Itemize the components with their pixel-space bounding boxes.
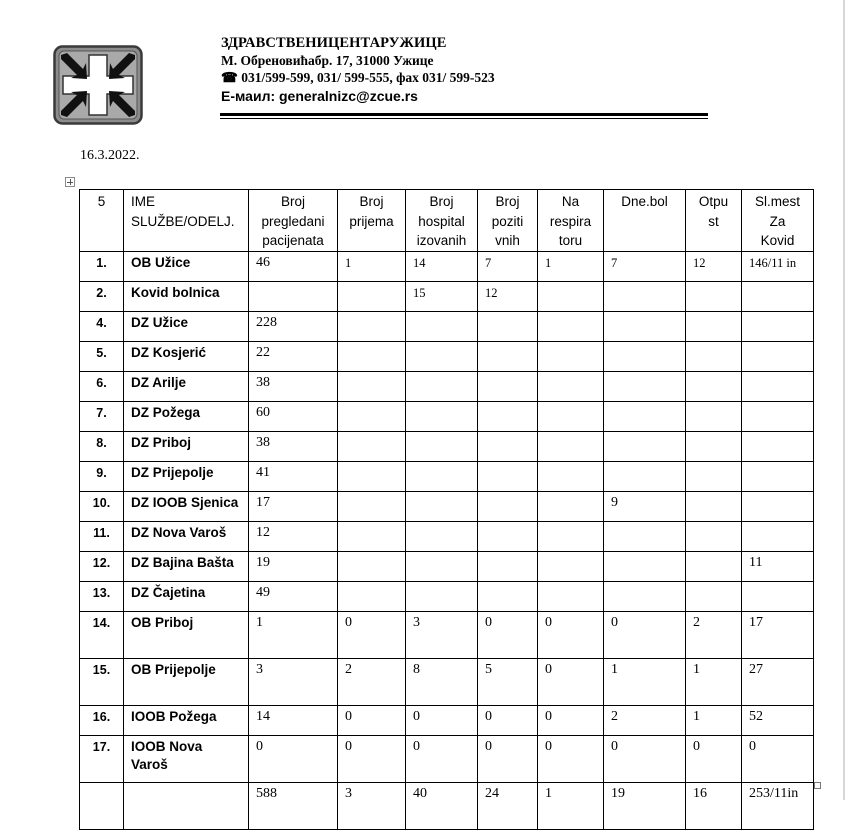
- department-name-cell[interactable]: DZ Požega: [124, 401, 249, 431]
- value-cell[interactable]: [686, 461, 742, 491]
- value-cell[interactable]: 1: [686, 705, 742, 735]
- department-name-cell[interactable]: DZ Arilje: [124, 371, 249, 401]
- row-number-cell[interactable]: 11.: [80, 521, 124, 551]
- row-number-cell[interactable]: 4.: [80, 311, 124, 341]
- table-row: [80, 611, 814, 658]
- table-row: [80, 341, 814, 371]
- department-name-cell[interactable]: DZ Priboj: [124, 431, 249, 461]
- value-cell[interactable]: [538, 401, 604, 431]
- value-cell[interactable]: 46: [249, 251, 338, 281]
- value-cell[interactable]: [742, 581, 814, 611]
- value-cell[interactable]: 1: [338, 251, 406, 281]
- department-name-cell[interactable]: OB Užice: [124, 251, 249, 281]
- column-header[interactable]: IME SLUŽBE/ODELJ.: [124, 190, 249, 252]
- value-cell[interactable]: [478, 491, 538, 521]
- value-cell[interactable]: [478, 371, 538, 401]
- value-cell[interactable]: [742, 491, 814, 521]
- value-cell[interactable]: 0: [604, 735, 686, 782]
- header-rule-thin: [220, 118, 708, 119]
- value-cell[interactable]: [338, 431, 406, 461]
- row-number-cell[interactable]: 1.: [80, 251, 124, 281]
- value-cell[interactable]: [338, 491, 406, 521]
- value-cell[interactable]: [742, 341, 814, 371]
- value-cell[interactable]: 0: [742, 735, 814, 782]
- value-cell[interactable]: [538, 521, 604, 551]
- value-cell[interactable]: 1: [538, 782, 604, 829]
- value-cell[interactable]: 3: [338, 782, 406, 829]
- row-number-cell[interactable]: 9.: [80, 461, 124, 491]
- value-cell[interactable]: [742, 521, 814, 551]
- department-name-cell[interactable]: DZ Nova Varoš: [124, 521, 249, 551]
- institution-name: ЗДРАВСТВЕНИЦЕНТАРУЖИЦЕ: [221, 35, 447, 51]
- value-cell[interactable]: 14: [406, 251, 478, 281]
- column-header[interactable]: 5: [80, 190, 124, 252]
- value-cell[interactable]: [686, 521, 742, 551]
- value-cell[interactable]: 0: [249, 735, 338, 782]
- value-cell[interactable]: [604, 581, 686, 611]
- value-cell[interactable]: [538, 581, 604, 611]
- value-cell[interactable]: [406, 521, 478, 551]
- value-cell[interactable]: 8: [406, 658, 478, 705]
- department-name-cell[interactable]: IOOB Nova Varoš: [124, 735, 249, 782]
- row-number-cell[interactable]: 6.: [80, 371, 124, 401]
- department-name-cell[interactable]: DZ Užice: [124, 311, 249, 341]
- value-cell[interactable]: 1: [538, 251, 604, 281]
- value-cell[interactable]: [604, 401, 686, 431]
- value-cell[interactable]: [478, 311, 538, 341]
- value-cell[interactable]: [538, 371, 604, 401]
- value-cell[interactable]: 2: [686, 611, 742, 658]
- row-number-cell[interactable]: 8.: [80, 431, 124, 461]
- value-cell[interactable]: [742, 431, 814, 461]
- value-cell[interactable]: [478, 581, 538, 611]
- value-cell[interactable]: [604, 371, 686, 401]
- value-cell[interactable]: 27: [742, 658, 814, 705]
- value-cell[interactable]: [406, 431, 478, 461]
- value-cell[interactable]: [538, 551, 604, 581]
- value-cell[interactable]: [604, 521, 686, 551]
- value-cell[interactable]: 52: [742, 705, 814, 735]
- value-cell[interactable]: 14: [249, 705, 338, 735]
- row-number-cell[interactable]: 12.: [80, 551, 124, 581]
- value-cell[interactable]: [604, 341, 686, 371]
- value-cell[interactable]: [686, 581, 742, 611]
- value-cell[interactable]: [338, 311, 406, 341]
- value-cell[interactable]: [538, 311, 604, 341]
- value-cell[interactable]: 0: [538, 611, 604, 658]
- row-number-cell[interactable]: 17.: [80, 735, 124, 782]
- column-header[interactable]: Otpu st: [686, 190, 742, 252]
- phone-line: [221, 69, 495, 86]
- table-row: [80, 491, 814, 521]
- value-cell[interactable]: 3: [249, 658, 338, 705]
- value-cell[interactable]: 0: [478, 735, 538, 782]
- value-cell[interactable]: 60: [249, 401, 338, 431]
- department-name-cell[interactable]: DZ Prijepolje: [124, 461, 249, 491]
- value-cell[interactable]: [686, 401, 742, 431]
- table-row: [80, 371, 814, 401]
- row-number-cell[interactable]: 16.: [80, 705, 124, 735]
- table-row: [80, 551, 814, 581]
- value-cell[interactable]: [406, 401, 478, 431]
- email-line: Е-маил: generalnizc@zcue.rs: [221, 88, 418, 104]
- department-name-cell[interactable]: DZ Kosjerić: [124, 341, 249, 371]
- row-number-cell[interactable]: 7.: [80, 401, 124, 431]
- value-cell[interactable]: [406, 461, 478, 491]
- value-cell[interactable]: 15: [406, 281, 478, 311]
- value-cell[interactable]: [604, 551, 686, 581]
- table-row: [80, 311, 814, 341]
- column-header[interactable]: Broj pregledani pacijenata: [249, 190, 338, 252]
- department-name-cell[interactable]: OB Priboj: [124, 611, 249, 658]
- value-cell[interactable]: [538, 341, 604, 371]
- phone-numbers: 031/599-599, 031/ 599-555, фах 031/ 599-523: [241, 70, 495, 85]
- value-cell[interactable]: 40: [406, 782, 478, 829]
- value-cell[interactable]: 12: [686, 251, 742, 281]
- department-name-cell[interactable]: DZ Bajina Bašta: [124, 551, 249, 581]
- department-name-cell[interactable]: DZ Čajetina: [124, 581, 249, 611]
- value-cell[interactable]: 3: [406, 611, 478, 658]
- value-cell[interactable]: [686, 431, 742, 461]
- value-cell[interactable]: [478, 431, 538, 461]
- value-cell[interactable]: 38: [249, 371, 338, 401]
- value-cell[interactable]: 253/11in: [742, 782, 814, 829]
- value-cell[interactable]: 0: [538, 735, 604, 782]
- value-cell[interactable]: [338, 551, 406, 581]
- value-cell[interactable]: 0: [686, 735, 742, 782]
- value-cell[interactable]: 0: [338, 611, 406, 658]
- row-number-cell[interactable]: 15.: [80, 658, 124, 705]
- table-row: [80, 735, 814, 782]
- table-row: [80, 401, 814, 431]
- value-cell[interactable]: 0: [406, 735, 478, 782]
- column-header[interactable]: Broj poziti vnih: [478, 190, 538, 252]
- value-cell[interactable]: [249, 281, 338, 311]
- header-rule-thick: [220, 113, 708, 116]
- value-cell[interactable]: [686, 341, 742, 371]
- table-row: [80, 521, 814, 551]
- address: М. Обреновићабр. 17, 31000 Ужице: [221, 53, 434, 68]
- report-table: [79, 189, 814, 830]
- value-cell[interactable]: 12: [478, 281, 538, 311]
- value-cell[interactable]: 0: [538, 658, 604, 705]
- row-number-cell[interactable]: 2.: [80, 281, 124, 311]
- value-cell[interactable]: 11: [742, 551, 814, 581]
- value-cell[interactable]: [406, 551, 478, 581]
- value-cell[interactable]: [742, 281, 814, 311]
- value-cell[interactable]: [538, 431, 604, 461]
- department-name-cell[interactable]: [124, 782, 249, 829]
- value-cell[interactable]: 17: [249, 491, 338, 521]
- value-cell[interactable]: 0: [338, 735, 406, 782]
- letterhead: [221, 34, 495, 105]
- value-cell[interactable]: 19: [604, 782, 686, 829]
- value-cell[interactable]: [538, 491, 604, 521]
- value-cell[interactable]: 0: [604, 611, 686, 658]
- value-cell[interactable]: [406, 311, 478, 341]
- value-cell[interactable]: 0: [478, 705, 538, 735]
- value-cell[interactable]: [478, 551, 538, 581]
- department-name-cell[interactable]: DZ IOOB Sjenica: [124, 491, 249, 521]
- value-cell[interactable]: 2: [604, 705, 686, 735]
- value-cell[interactable]: [538, 281, 604, 311]
- value-cell[interactable]: [478, 521, 538, 551]
- value-cell[interactable]: [338, 341, 406, 371]
- value-cell[interactable]: [338, 461, 406, 491]
- value-cell[interactable]: [478, 461, 538, 491]
- value-cell[interactable]: 41: [249, 461, 338, 491]
- value-cell[interactable]: [604, 311, 686, 341]
- value-cell[interactable]: [406, 341, 478, 371]
- row-number-cell[interactable]: 5.: [80, 341, 124, 371]
- column-header[interactable]: Dne.bol: [604, 190, 686, 252]
- value-cell[interactable]: [338, 371, 406, 401]
- value-cell[interactable]: [338, 281, 406, 311]
- value-cell[interactable]: [406, 581, 478, 611]
- value-cell[interactable]: 1: [686, 658, 742, 705]
- value-cell[interactable]: 49: [249, 581, 338, 611]
- value-cell[interactable]: 228: [249, 311, 338, 341]
- row-number-cell[interactable]: 14.: [80, 611, 124, 658]
- column-header[interactable]: Broj prijema: [338, 190, 406, 252]
- value-cell[interactable]: 17: [742, 611, 814, 658]
- row-number-cell[interactable]: 10.: [80, 491, 124, 521]
- report-date: 16.3.2022.: [80, 148, 140, 163]
- value-cell[interactable]: [338, 581, 406, 611]
- column-header[interactable]: Broj hospital izovanih: [406, 190, 478, 252]
- value-cell[interactable]: [686, 551, 742, 581]
- row-number-cell[interactable]: 13.: [80, 581, 124, 611]
- value-cell[interactable]: [478, 401, 538, 431]
- value-cell[interactable]: [686, 491, 742, 521]
- table-row: [80, 431, 814, 461]
- value-cell[interactable]: [742, 371, 814, 401]
- value-cell[interactable]: 1: [604, 658, 686, 705]
- value-cell[interactable]: 7: [604, 251, 686, 281]
- value-cell[interactable]: 7: [478, 251, 538, 281]
- value-cell[interactable]: 0: [406, 705, 478, 735]
- value-cell[interactable]: 0: [538, 705, 604, 735]
- value-cell[interactable]: [742, 401, 814, 431]
- value-cell[interactable]: [406, 491, 478, 521]
- value-cell[interactable]: 146/11 in: [742, 251, 814, 281]
- value-cell[interactable]: 12: [249, 521, 338, 551]
- table-row: [80, 281, 814, 311]
- value-cell[interactable]: [338, 521, 406, 551]
- table-row: [80, 658, 814, 705]
- value-cell[interactable]: 5: [478, 658, 538, 705]
- value-cell[interactable]: 0: [478, 611, 538, 658]
- table-resize-handle[interactable]: [814, 782, 821, 789]
- value-cell[interactable]: 19: [249, 551, 338, 581]
- column-header[interactable]: Sl.mest Za Kovid: [742, 190, 814, 252]
- value-cell[interactable]: [604, 461, 686, 491]
- value-cell[interactable]: 1: [249, 611, 338, 658]
- column-header[interactable]: Na respira toru: [538, 190, 604, 252]
- value-cell[interactable]: 24: [478, 782, 538, 829]
- value-cell[interactable]: 16: [686, 782, 742, 829]
- table-row: [80, 461, 814, 491]
- value-cell[interactable]: 2: [338, 658, 406, 705]
- department-name-cell[interactable]: IOOB Požega: [124, 705, 249, 735]
- value-cell[interactable]: 588: [249, 782, 338, 829]
- table-header-row: [80, 190, 814, 252]
- value-cell[interactable]: [742, 461, 814, 491]
- value-cell[interactable]: 0: [338, 705, 406, 735]
- value-cell[interactable]: [538, 461, 604, 491]
- value-cell[interactable]: [338, 401, 406, 431]
- value-cell[interactable]: 9: [604, 491, 686, 521]
- telephone-icon: ☎: [221, 70, 238, 85]
- value-cell[interactable]: [604, 431, 686, 461]
- department-name-cell[interactable]: Kovid bolnica: [124, 281, 249, 311]
- value-cell[interactable]: [686, 371, 742, 401]
- table-row: [80, 251, 814, 281]
- department-name-cell[interactable]: OB Prijepolje: [124, 658, 249, 705]
- value-cell[interactable]: [742, 311, 814, 341]
- table-row: [80, 705, 814, 735]
- table-move-handle-icon[interactable]: [65, 177, 75, 187]
- value-cell[interactable]: 22: [249, 341, 338, 371]
- value-cell[interactable]: [686, 311, 742, 341]
- value-cell[interactable]: [604, 281, 686, 311]
- row-number-cell[interactable]: [80, 782, 124, 829]
- value-cell[interactable]: [478, 341, 538, 371]
- table-row: [80, 581, 814, 611]
- value-cell[interactable]: 38: [249, 431, 338, 461]
- value-cell[interactable]: [406, 371, 478, 401]
- totals-row: [80, 782, 814, 829]
- value-cell[interactable]: [686, 281, 742, 311]
- cross-arrows-logo: [53, 45, 143, 125]
